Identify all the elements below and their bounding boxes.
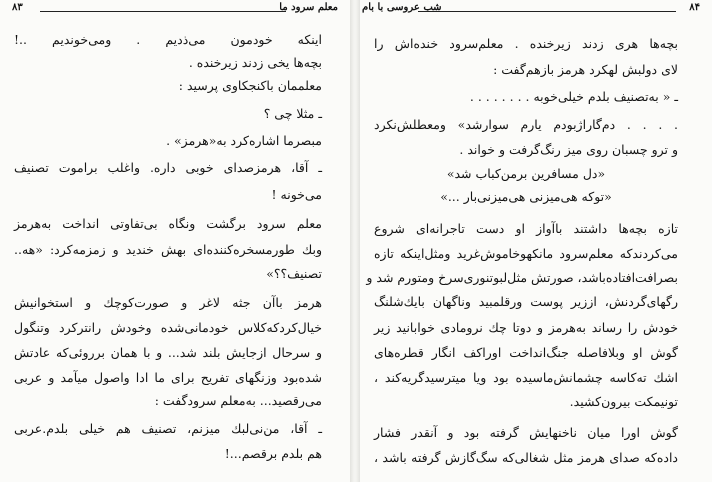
text-line: وبك طورمسخره‌کننده‌ای بهش خندید و زمزمه‌کرد: «هه..: [14, 242, 322, 257]
text-line: لای دولبش لهکرد هرمز بازهم‌گفت :: [493, 62, 678, 77]
text-line: شده‌بود وزنگهای تفریح برای ما ادا واصول میآمد و عربی: [14, 370, 322, 385]
text-line: خودش را رساند به‌هرمز و دوتا چك نرومادی خوابانید زیر: [374, 320, 678, 335]
text-line: تازه بچه‌ها داشتند باآواز او دست تاجرانه‌ای شروع: [374, 221, 678, 236]
text-line: داده‌که صدای هرمز مثل شغالی‌که سگ‌گازش گرفته باشد ،: [374, 450, 678, 465]
text-line: بصرافت‌افتاده‌باشد، صورتش مثل‌لبوتنوری‌سرخ ومتورم شد و: [366, 270, 678, 285]
text-line: ـ مثلا چی ؟: [263, 106, 322, 121]
text-line: می‌رقصید... به‌معلم سرودگفت :: [154, 393, 322, 408]
text-line: اینکه خودمون می‌ذدیم . ومی‌خوندیم ..!: [14, 32, 322, 47]
left-page-number: ۸۳: [12, 2, 23, 13]
right-running-title: شب عروسی با بام: [362, 2, 442, 13]
text-line: رگهای‌گردنش، اززیر پوست ورقلمبید وناگهان بایك‌شلنگ: [374, 294, 678, 309]
text-line: مبصرما اشاره‌کرد به«هرمز» .: [166, 133, 322, 148]
text-line: «توکه هی‌میزنی هی‌میزنی‌بار ...»: [440, 189, 612, 204]
left-page: [0, 0, 350, 482]
text-line: گوش اورا میان ناخنهایش گرفته بود و آنقدر فشار: [374, 425, 678, 440]
right-page: [360, 0, 712, 482]
header-rule: [40, 11, 286, 12]
text-line: هرمز باآن جثه لاغر و صورت‌کوچك و استخوانیش: [14, 295, 322, 310]
text-line: بچه‌ها یخی زدند زیرخنده .: [188, 55, 322, 70]
left-page-header: [0, 2, 350, 18]
text-line: . . . . دم‌گاراژبودم یارم سوارشد» ومعطلش‌نکرد: [374, 117, 678, 132]
text-line: «دل مسافرین برمن‌کباب شد»: [446, 166, 606, 181]
text-line: می‌خونه !: [271, 187, 322, 202]
text-line: اشك ته‌کاسه چشمانش‌ماسیده بود ویا میترسیدگریه‌کند ،: [374, 370, 678, 385]
text-line: و سرحال ازجایش بلند شد... و با همان برروئی‌که عادتش: [14, 345, 322, 360]
text-line: می‌کردندکه معلم‌سرود مانکهوخاموش‌غرید ومثل‌اینکه تازه: [374, 246, 678, 261]
left-running-title: معلم سرود ما: [279, 2, 338, 13]
text-line: ـ آقا، هرمزصدای خوبی داره. واغلب براموت تصنیف: [14, 160, 322, 175]
right-page-header: [360, 2, 712, 18]
text-line: گوش او وبلافاصله جنگ‌انداخت اوراکف انگار قطره‌های: [374, 345, 678, 360]
text-line: تونیمکت بیرون‌کشید.: [569, 394, 678, 409]
text-line: معلممان باکنجکاوی پرسید :: [178, 78, 322, 93]
text-line: و ترو چسبان روی میز رنگ‌گرفت و خواند .: [459, 142, 678, 157]
right-page-number: ۸۴: [689, 2, 700, 13]
text-line: تصنیف؟؟»: [266, 266, 322, 281]
text-line: ـ آقا، من‌نی‌لبك میزنم، تصنیف هم خیلی بلدم.عربی: [14, 421, 322, 436]
book-gutter: [350, 0, 360, 482]
text-line: معلم سرود برگشت ونگاه بی‌تفاوتی انداخت به‌هرمز: [14, 216, 322, 231]
text-line: ـ « به‌تصنیف بلدم خیلی‌خوبه . . . . . . . .: [469, 89, 678, 104]
text-line: هم بلدم برقصم...!: [224, 446, 322, 461]
header-rule: [418, 11, 676, 12]
text-line: بچه‌ها هری زدند زیرخنده . معلم‌سرود خنده‌اش را: [374, 36, 678, 51]
text-line: خیال‌کرد‌که‌کلاس خودمانی‌شده وخودش رانترکرد وتنگول: [14, 320, 322, 335]
